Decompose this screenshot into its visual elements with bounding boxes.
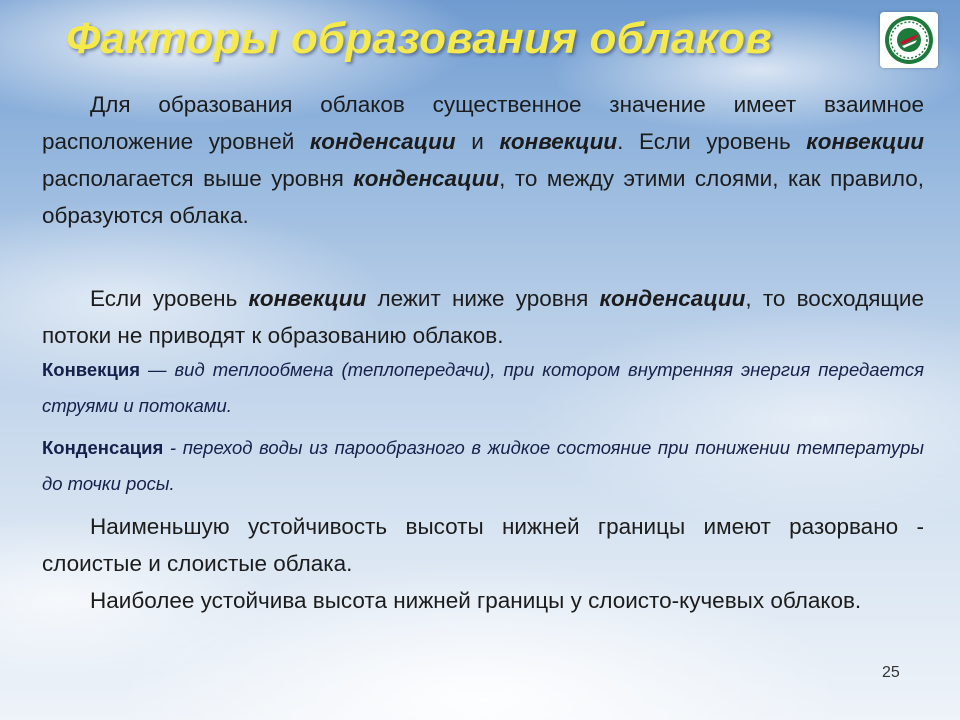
term-convection: конвекции xyxy=(248,286,367,311)
slide-title: Факторы образования облаков xyxy=(66,14,773,63)
paragraph-condensation-convection: Для образования облаков существенное значение имеет взаимное расположение уровней конденсации и конвекции. Если уровень конвекции располагается выше уровня конденсации, то между этими слоями, как правило, образуются облака. xyxy=(42,92,925,228)
paragraph-most-stable: Наиболее устойчива высота нижней границы у слоисто-кучевых облаков. xyxy=(90,588,862,613)
definition-condensation: Конденсация - переход воды из парообразного в жидкое состояние при понижении температуры до точки росы. xyxy=(42,437,924,494)
paragraph-convection-below: Если уровень конвекции лежит ниже уровня конденсации, то восходящие потоки не приводят к образованию облаков. xyxy=(42,286,924,348)
page-number: 25 xyxy=(882,664,900,681)
definition-convection: Конвекция — вид теплообмена (теплопередачи), при котором внутренняя энергия передается струями и потоками. xyxy=(42,359,924,416)
term-convection: конвекции xyxy=(499,129,618,154)
paragraph-least-stable: Наименьшую устойчивость высоты нижней границы имеют разорвано - слоистые и слоистые облака. xyxy=(42,514,924,576)
definition-term: Конвекция xyxy=(42,359,140,380)
term-condensation: конденсации xyxy=(353,166,500,191)
definition-term: Конденсация xyxy=(42,437,164,458)
term-convection: конвекции xyxy=(806,129,925,154)
emblem-logo-icon xyxy=(880,12,938,68)
term-condensation: конденсации xyxy=(599,286,746,311)
term-condensation: конденсации xyxy=(309,129,456,154)
